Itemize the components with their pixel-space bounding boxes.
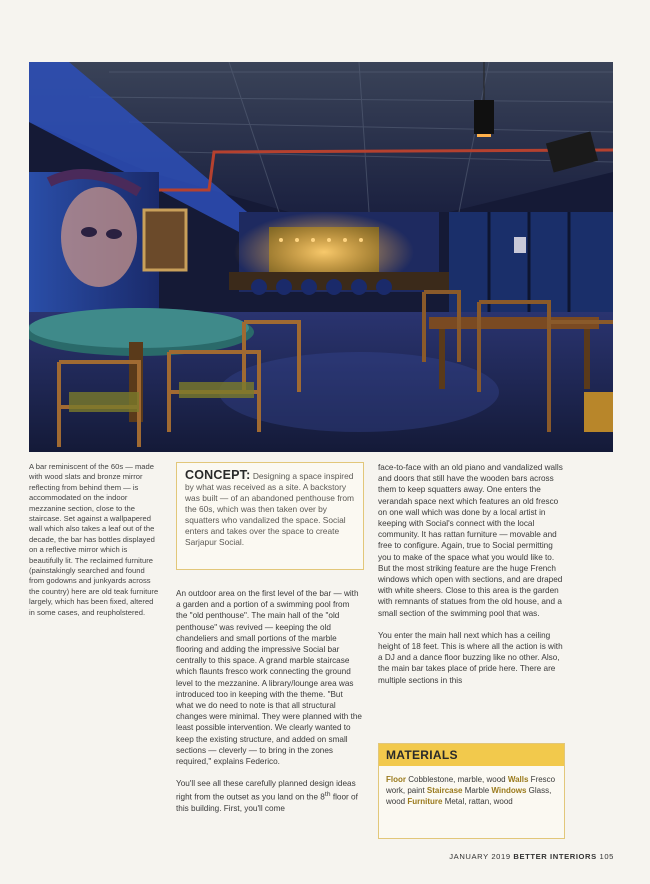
magazine-name: BETTER INTERIORS bbox=[513, 852, 597, 861]
material-value: Marble bbox=[462, 786, 492, 795]
article-paragraph: face-to-face with an old piano and vandalized walls and doors that still have the wooden bars across them to keep squatters away. One enters the verandah space next which features an old fresco on one wall which was done by a local artist in keeping with Social's connect with the local community. It has rattan furniture — movable and free to configure. Again, true to Social permitting you to make of the space what you would like to. But the most striking feature are the huge French windows which open with sections, and are draped with white sheers. Close to this area is the garden with remnants of statues from the old house, and a small section of the swimming pool that was. bbox=[378, 463, 563, 618]
page-number: 105 bbox=[599, 852, 614, 861]
material-value: Glass, wood bbox=[386, 786, 552, 806]
concept-body: Designing a space inspired by what was received as a site. A backstory was built — of an abandoned penthouse from the 60s, which was then taken over by squatters who vandalized the space. Social enters and takes over the space to create Sarjapur Social. bbox=[185, 471, 355, 547]
paragraph-text-start: You'll see all these carefully planned design ideas right from the outset as you land on the 8 bbox=[176, 779, 356, 803]
article-column-middle bbox=[176, 588, 362, 826]
material-value: Metal, rattan, wood bbox=[442, 797, 513, 806]
photo-illustration bbox=[29, 62, 613, 452]
material-label: Floor bbox=[386, 775, 406, 784]
materials-list bbox=[379, 766, 564, 815]
concept-text-block bbox=[185, 470, 355, 548]
article-column-right bbox=[378, 462, 566, 697]
material-label: Windows bbox=[491, 786, 527, 795]
photo-caption: A bar reminiscent of the 60s — made with wood slats and bronze mirror reflecting from behind them — is accommodated on the indoor mezzanine section, close to the staircase. Set against a wallpapered wall which also takes a leaf out of the decade, the bar has bottles displayed on a reflective mirror which is beautifully lit. The reclaimed furniture (painstakingly searched and found from godowns and junkyards across the country) here are old teak furniture largely, which has been fixed, altered in some cases, and reupholstered. bbox=[29, 462, 159, 617]
material-value: Cobblestone, marble, wood bbox=[406, 775, 508, 784]
article-paragraph bbox=[176, 778, 362, 814]
issue-date: JANUARY 2019 bbox=[449, 852, 511, 861]
material-value: Fresco work, paint bbox=[386, 775, 556, 795]
ordinal-suffix: th bbox=[324, 791, 331, 799]
article-paragraph: You enter the main hall next which has a ceiling height of 18 feet. This is where all the action is with a DJ and a dance floor buzzing like no other. Also, the main bar takes place of pride here. There are multiple sections in this bbox=[378, 630, 563, 685]
restaurant-interior-photo bbox=[29, 62, 613, 452]
material-label: Staircase bbox=[426, 786, 463, 795]
page-footer bbox=[449, 852, 614, 861]
concept-heading: CONCEPT: bbox=[185, 468, 251, 482]
material-label: Furniture bbox=[407, 797, 443, 806]
paragraph-text-end: floor of this building. First, you'll come bbox=[176, 793, 358, 814]
materials-box bbox=[378, 743, 565, 839]
article-paragraph: An outdoor area on the first level of the bar — with a garden and a portion of a swimming pool from the "old penthouse". The main hall of the "old penthouse" was revived — keeping the old chandeliers and small portions of the marble flooring and adding the impressive Social bar centrally to this space. A grand marble staircase which flaunts fresco work connecting the ground level to the mezzanine. A library/lounge area was introduced too in keeping with the theme. "But what we do need to note is that all structural changes were minimal. They were planned with the least possible intervention. We clearly wanted to keep the existing structure, and added on small sections — cleverly — to bring in the zones required," explains Federico. bbox=[176, 589, 362, 767]
concept-box bbox=[176, 462, 364, 570]
materials-heading: MATERIALS bbox=[379, 744, 564, 766]
material-label: Walls bbox=[507, 775, 529, 784]
